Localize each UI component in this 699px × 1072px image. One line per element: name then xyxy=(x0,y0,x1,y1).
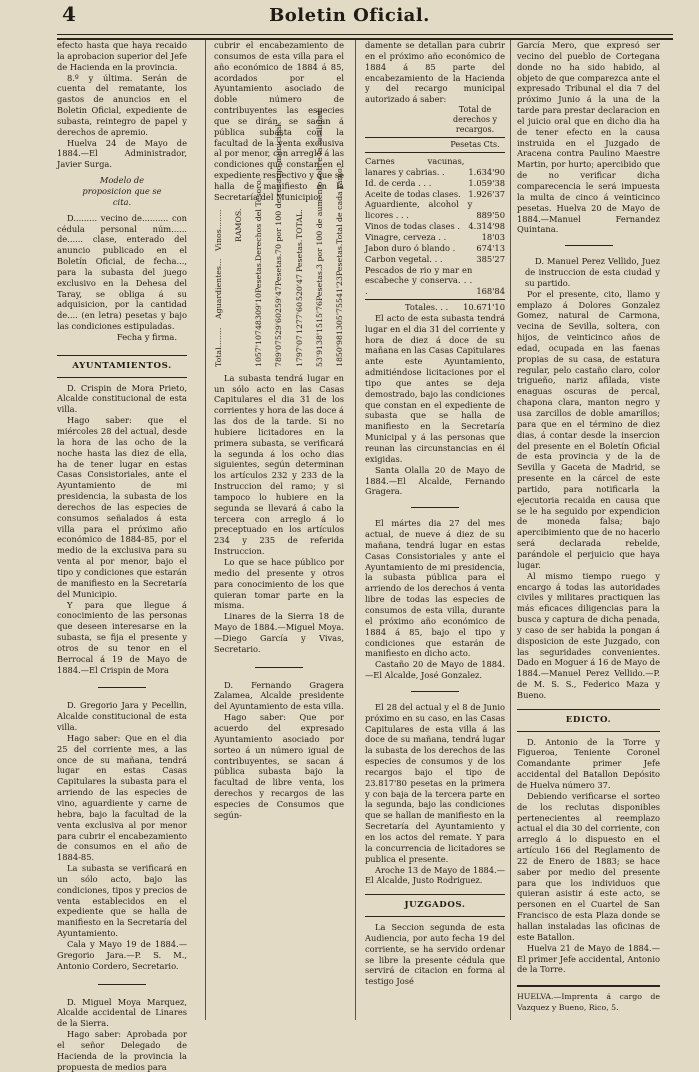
column-3: damente se detallan para cubrir en el próximo año económico de 1884 á 85 parte del encabezamiento de la Hacienda y del recargo municipal autorizado á saber: Total de derechos y recargos. Pesetas Cts. Carnes vacunas, lanares y cabrias. . 1.634'90 Id. de cerda . . . 1.059'38 Aceite de todas clases. 1.926'37 Aguardiente, alcohol y licores . . . 889'50 Vinos de todas clases . 4.314'98 Vinagre, cerveza . . 18'03 Jabon duro ó blando . 674'13 Carbon vegetal. . . 385'27 Pescados de rio y mar en escabeche y conserva. . . . 168'84 Totales. . . 10.671'10 El acto de esta subasta tendrá lugar en el dia 31 del corriente y hora de diez á doce de su mañana en las Casas Capitulares ante este Ayuntamiento, admitiéndose licitaciones por el tipo que antes se deja demostrado, bajo las condiciones que constan en el expediente de subasta que se halla de manifiesto en la Secretaría Municipal y á las personas que reunan las circunstancias en él exigidas. Santa Olalla 20 de Mayo de 1884.—El Alcalde, Fernando Gragera. El mártes dia 27 del mes actual, de nueve á diez de su mañana, tendrá lugar en estas Casas Consistoriales y ante el Ayuntamiento de mi presidencia, la subasta pública para el arriendo de los derechos á venta libre de todas las especies de consumos de esta villa, durante el próximo año económico de 1884 á 85, bajo el tipo y condiciones que estarán de manifiesto en dicho acto. Castaño 20 de Mayo de 1884.—El Alcalde, José Gonzalez. El 28 del actual y el 8 de Junio próximo en su caso, en las Casas Capitulares de esta villa á las doce de su mañana, tendrá lugar la subasta de los derechos de las especies de consumos y de los recargos bajo el tipo de 23.817'80 pesetas en la primera y con baja de la tercera parte en la segunda, bajo las condiciones que se hallan de manifiesto en la Secretaría del Ayuntamiento y en los actos del remate. Y para la concurrencia de licitadores se publica el presente. Aroche 13 de Mayo de 1884.—El Alcalde, Justo Rodriguez. JUZGADOS. La Seccion segunda de esta Audiencia, por auto fecha 19 del corriente, se ha servido ordenar se libre la presente cédula que servirá de citacion en forma al testigo José xyxy=(365,40,505,987)
section-heading-edicto: EDICTO. xyxy=(565,714,612,725)
column-1 xyxy=(57,40,187,1072)
notice-body: Al mismo tiempo ruego y encargo á todas las autoridades civiles y militares practiquen las más eficaces diligencias para la busca y captura de dicha penada, y caso de ser habida la pongan á disposicion de este Juzgado, con las seguridades convenientes. Dado en Moguer á 16 de Mayo de 1884.—Manuel Perez Vellido.—P. de M. S. S., Federico Maza y Bueno. xyxy=(517,570,660,700)
table-cell-value: 385'27 xyxy=(476,253,505,264)
paragraph: El mártes dia 27 del mes actual, de nueve á diez de su mañana, tendrá lugar en estas Casas Consistoriales y ante el Ayuntamiento de mi presidencia, la subasta pública para el arriendo de los derechos á venta libre de todas las especies de consumos de esta villa, durante el próximo año económico de 1884 á 85, bajo el tipo y condiciones que estarán de manifiesto en dicho acto. xyxy=(365,518,505,659)
table-cell-label: Jabon duro ó blando . xyxy=(365,242,456,253)
table-header: Total de derechos y recargos. xyxy=(452,105,498,135)
section-rule xyxy=(365,916,505,917)
paragraph: El acto de esta subasta tendrá lugar en el dia 31 del corriente y hora de diez á doce de su mañana en las Casas Capitulares ante este Ayuntamiento, admitiéndose licitaciones por el tipo que antes se deja demostrado, bajo las condiciones que constan en el expediente de subasta que se halla de manifiesto en la Secretaría Municipal y á las personas que reunan las circunstancias en él exigidas. xyxy=(365,312,505,464)
notice-body: Hago saber: Aprobada por el señor Delegado de Hacienda de la provincia la propuesta de medios para xyxy=(57,1029,187,1072)
column-2 xyxy=(214,40,344,1020)
page-title: Boletin Oficial. xyxy=(269,5,430,26)
table-row xyxy=(365,243,505,254)
model-signature: Fecha y firma. xyxy=(116,331,177,342)
table-cell-label: Aceite de todas clases. xyxy=(365,188,461,199)
paragraph: La Seccion segunda de esta Audiencia, por auto fecha 19 del corriente, se ha servido ordenar se libre la presente cédula que servirá de citacion en forma al testigo José xyxy=(365,922,505,987)
table-cell-label: Carbon vegetal. . . xyxy=(365,253,443,264)
table-row xyxy=(365,156,505,178)
notice-body: La subasta se verificará en un sólo acto, bajo las condiciones, tipos y precios de venta establecidos en el expediente que se halla de manifiesto en la Secretaría del Ayuntamiento. xyxy=(57,863,187,939)
table-cell-value: 1.634'90 xyxy=(468,166,505,177)
column-4 xyxy=(517,40,660,1020)
separator xyxy=(411,691,459,692)
footer-rule xyxy=(517,985,660,987)
section-heading-juzgados: JUZGADOS. xyxy=(404,900,466,911)
table-cell-label: Carnes vacunas, lanares y cabrias. . xyxy=(365,156,465,177)
table-cell-value: 674'13 xyxy=(476,242,505,253)
paragraph: García Mero, que expresó ser vecino del pueblo de Cortegana donde no ha sido habido, al objeto de que comparezca ante el expresado Tribunal el dia 7 del próximo Junio á la una de la tarde para prestar declaracion en el juicio oral que en dicho dia ha de tener efecto en la causa instruida en el Juzgado de Aracena contra Paulino Maestre Martin, por hurto; apercibido que de no verificar dicha comparecencia le será impuesta la multa de cinco á veinticinco pesetas. Huelva 20 de Mayo de 1884.—Manuel Fernandez Quintana. xyxy=(517,40,660,235)
signature: Linares de la Sierra 18 de Mayo de 1884.—Miguel Moya.—Diego García y Vivas, Secretario. xyxy=(214,611,344,654)
signature: Huelva 24 de Mayo de 1884.—El Administrador, Javier Surga. xyxy=(57,137,187,170)
table-column: 789'07 529'60 259'47 Pesetas. 70 por 100 de recargo municipal. xyxy=(274,121,284,367)
notice-body: Debiendo verificarse el sorteo de los reclutas disponibles pertenecientes al reemplazo actual el dia 30 del corriente, con arreglo á lo dispuesto en el artículo 166 del Reglamento de 22 de Enero de 1883; se hace saber por medio del presente para que los individuos que quieran asistir á este acto, se personen en el Cuartel de San Francisco de esta Plaza donde se hallan instaladas las oficinas de este Batallon. xyxy=(517,790,660,942)
notice-body: Por el presente, cito, llamo y emplazo á Dolores Gonzalez Gomez, natural de Carmona, vecina de Sevilla, soltera, con hijos, de veinticinco años de edad, ocupada en las faenas propias de su casa, de estatura regular, pelo castaño claro, color trigueño, nariz afilada, viste enaguas oscuras de percal, chapona clara, manton negro y usa zarcillos de doble amarillos; para que en el término de diez dias, á contar desde la insercion del presente en el Boletín Oficial de esta provincia y de la de Sevilla y Gaceta de Madrid, se presente en la cárcel de este partido, para notificarla la ejecutoria recaida en causa que se le ha seguido por expendicion de moneda falsa; bajo apercibimiento que de no hacerlo será declarada rebelde, parándole el perjuicio que haya lugar. xyxy=(517,288,660,570)
notice-heading: D. Gregorio Jara y Pecellin, Alcalde constitucional de esta villa. xyxy=(57,700,187,733)
notice-heading: D. Antonio de la Torre y Figueroa, Teniente Coronel Comandante primer Jefe accidental del Batallon Depósito de Huelva número 37. xyxy=(517,736,660,790)
section-rule xyxy=(57,355,187,356)
table-row xyxy=(365,178,505,189)
table-cell-value: 889'50 xyxy=(476,210,505,221)
signature: Cala y Mayo 19 de 1884.—Gregorio Jara.—P. S. M., Antonio Cordero, Secretario. xyxy=(57,938,187,971)
section-heading-ayuntamientos: AYUNTAMIENTOS. xyxy=(72,360,172,371)
notice-heading: D. Fernando Gragera Zalamea, Alcalde presidente del Ayuntamiento de esta villa. xyxy=(214,679,344,712)
signature: Aroche 13 de Mayo de 1884.—El Alcalde, Justo Rodriguez. xyxy=(365,864,505,886)
notice-body: Y para que llegue á conocimiento de las personas que deseen interesarse en la subasta, se fija el presente y otros de su tenor en el Berrocal á 19 de Mayo de 1884.—El Crispin de Mora xyxy=(57,599,187,675)
model-body: D......... vecino de.......... con cédula personal núm...... de...... clase, enterado del anuncio publicado en el Boletín Oficial, de fecha..., para la subasta del juego exclusivo en la Dehesa del Taray, se obliga á su adquisicion, por la cantidad de.... (en letra) pesetas y bajo las condiciones estipuladas. xyxy=(57,212,187,332)
table-cell-value: 1.926'37 xyxy=(468,188,505,199)
paragraph: 8.º y última. Serán de cuenta del rematante, los gastos de anuncios en el Boletin Oficial, expediente de subasta, reintegro de papel y derechos de apremio. xyxy=(57,72,187,137)
notice-heading: D. Crispin de Mora Prieto, Alcalde constitucional de esta villa. xyxy=(57,382,187,415)
page-number: 4 xyxy=(62,2,76,26)
table-column: 53'91 38'15 15'76 Pesetas. 3 por 100 de aumento sobre la totalidad. xyxy=(314,106,324,367)
notice-body: Hago saber: que el miércoles 28 del actual, desde la hora de las ocho de la noche hasta las diez de ella, ha de tener lugar en estas Casas Consistoriales, ante el Ayuntamiento de mi presidencia, la subasta de los derechos de las especies de consumos señalados á esta villa para el próximo año económico de 1884-85, por el medio de la exclusiva para su venta al por menor, bajo el tipo y condiciones que estarán de manifiesto en la Secretaría del Municipio. xyxy=(57,415,187,599)
notice-heading: D. Manuel Perez Vellido, Juez de instruccion de esta ciudad y su partido. xyxy=(525,256,660,288)
separator xyxy=(565,245,613,246)
table-cell-value: 168'84 xyxy=(476,286,505,297)
table-row xyxy=(365,221,505,232)
table-rule xyxy=(365,137,505,138)
table-column: RAMOS. xyxy=(234,208,244,243)
paragraph: damente se detallan para cubrir en el próximo año económico de 1884 á 85 parte del encabezamiento de la Hacienda y del recargo municipal autorizado á saber: xyxy=(365,40,505,105)
section-rule xyxy=(517,709,660,710)
column-divider xyxy=(510,40,511,1020)
notice-body: Hago saber: Que en el dia 25 del corriente mes, a las once de su mañana, tendrá lugar en estas Casas Capitulares la subasta para el arriendo de las especies de vino, aguardiente y carne de hebra, bajo la facultad de la venta exclusiva al por menor para cubrir el encabezamiento de consumos en el año de 1884-85. xyxy=(57,732,187,863)
table-row xyxy=(365,265,505,298)
table-cell-label: Id. de cerda . . . xyxy=(365,177,432,188)
paragraph: efecto hasta que haya recaido la aprobacion superior del Jefe de Hacienda en la provincia. xyxy=(57,40,187,72)
model-title: Modelo de proposicion que se cita. xyxy=(82,175,162,207)
consumos-table xyxy=(365,156,505,297)
section-rule xyxy=(365,894,505,895)
paragraph: El 28 del actual y el 8 de Junio próximo en su caso, en las Casas Capitulares de esta villa á las doce de su mañana, tendrá lugar la subasta de los derechos de las especies de consumos y de los recargos bajo el tipo de 23.817'80 pesetas en la primera y con baja de la tercera parte en la segunda, bajo las condiciones que se hallan de manifiesto en la Secretaría del Ayuntamiento y en los actos del remate. Y para la concurrencia de licitadores se publica el presente. xyxy=(365,701,505,864)
table-row-labels: Total........ Aguardientes... Vinos........ xyxy=(214,208,223,367)
table-rule xyxy=(365,152,505,153)
table-column: 1057'10 748 309'10 Pesetas. Derechos del Tesoro. xyxy=(254,177,264,367)
table-row xyxy=(365,189,505,200)
separator xyxy=(411,507,459,508)
paragraph: La subasta tendrá lugar en un sólo acto en las Casas Capitulares el dia 31 de los corrientes y hora de las doce á las dos de la tarde. Si no hubiere licitadores en la primera subasta, se verificará la segunda á los ocho dias siguientes, según determinan los artículos 232 y 233 de la Instruccion del ramo; y si tampoco lo hubiere en la segunda se llevará á cabo la tercera con arreglo á lo preceptuado en los artículos 234 y 235 de referida Instruccion. xyxy=(214,372,344,557)
table-cell-label: Vinagre, cerveza . . xyxy=(365,231,447,242)
page-header xyxy=(0,0,699,40)
table-row xyxy=(365,199,505,221)
table-cell-label: Aguardiente, alcohol y licores . . . xyxy=(365,199,473,221)
section-rule xyxy=(517,731,660,732)
printer-footer: HUELVA.—Imprenta á cargo de Vazquez y Bueno, Rico, 5. xyxy=(517,992,660,1013)
separator xyxy=(98,984,146,985)
table-row xyxy=(365,254,505,265)
table-cell-label: Pescados de rio y mar en escabeche y conserva. . . . xyxy=(365,264,473,297)
table-column: 1850'98 1305'75 541'23 Pesetas. Total de cada ramo. xyxy=(334,165,344,367)
paragraph: Lo que se hace público por medio del presente y otros para conocimiento de los que quieran tomar parte en la misma. xyxy=(214,557,344,611)
separator xyxy=(255,667,303,668)
table-cell-value: 1.059'38 xyxy=(468,177,505,188)
table-total-row: Totales. . . 10.671'10 xyxy=(405,302,505,313)
table-cell-value: 4.314'98 xyxy=(468,221,505,232)
table-cell-value: 18'03 xyxy=(481,231,505,242)
table-column: 1797'07 1277'60 520'47 Pesetas. TOTAL. xyxy=(294,208,304,367)
section-rule xyxy=(57,377,187,378)
separator xyxy=(98,687,146,688)
signature: Santa Olalla 20 de Mayo de 1884.—El Alcalde, Fernando Gragera. xyxy=(365,464,505,497)
table-rule xyxy=(365,299,505,300)
column-divider xyxy=(205,40,206,1020)
signature: Huelva 21 de Mayo de 1884.—El primer Jefe accidental, Antonio de la Torre. xyxy=(517,942,660,975)
notice-body: Hago saber: Que por acuerdo del expresado Ayuntamiento asociado por sorteo á un número igual de contribuyentes, se sacan á pública subasta bajo la facultad de libre venta, los derechos y recargos de las especies de Consumos que según- xyxy=(214,712,344,820)
signature: Castaño 20 de Mayo de 1884.—El Alcalde, José Gonzalez. xyxy=(365,659,505,681)
table-cell-label: Vinos de todas clases . xyxy=(365,221,461,232)
notice-heading: D. Miguel Moya Marquez, Alcalde accidental de Linares de la Sierra. xyxy=(57,996,187,1029)
column-divider xyxy=(355,40,356,1020)
table-row xyxy=(365,232,505,243)
paragraph: cubrir el encabezamiento de consumos de esta villa para el año económico de 1884 á 85, acordados por el Ayuntamiento asociado de doble número de contribuyentes las especies que se dirán, se sacan á pública subasta con la facultad de la venta exclusiva al por menor, con arreglo á las condiciones que constan en el expediente respectivo y que se halla de manifiesto en la Secretaría del Municipio: xyxy=(214,40,344,202)
